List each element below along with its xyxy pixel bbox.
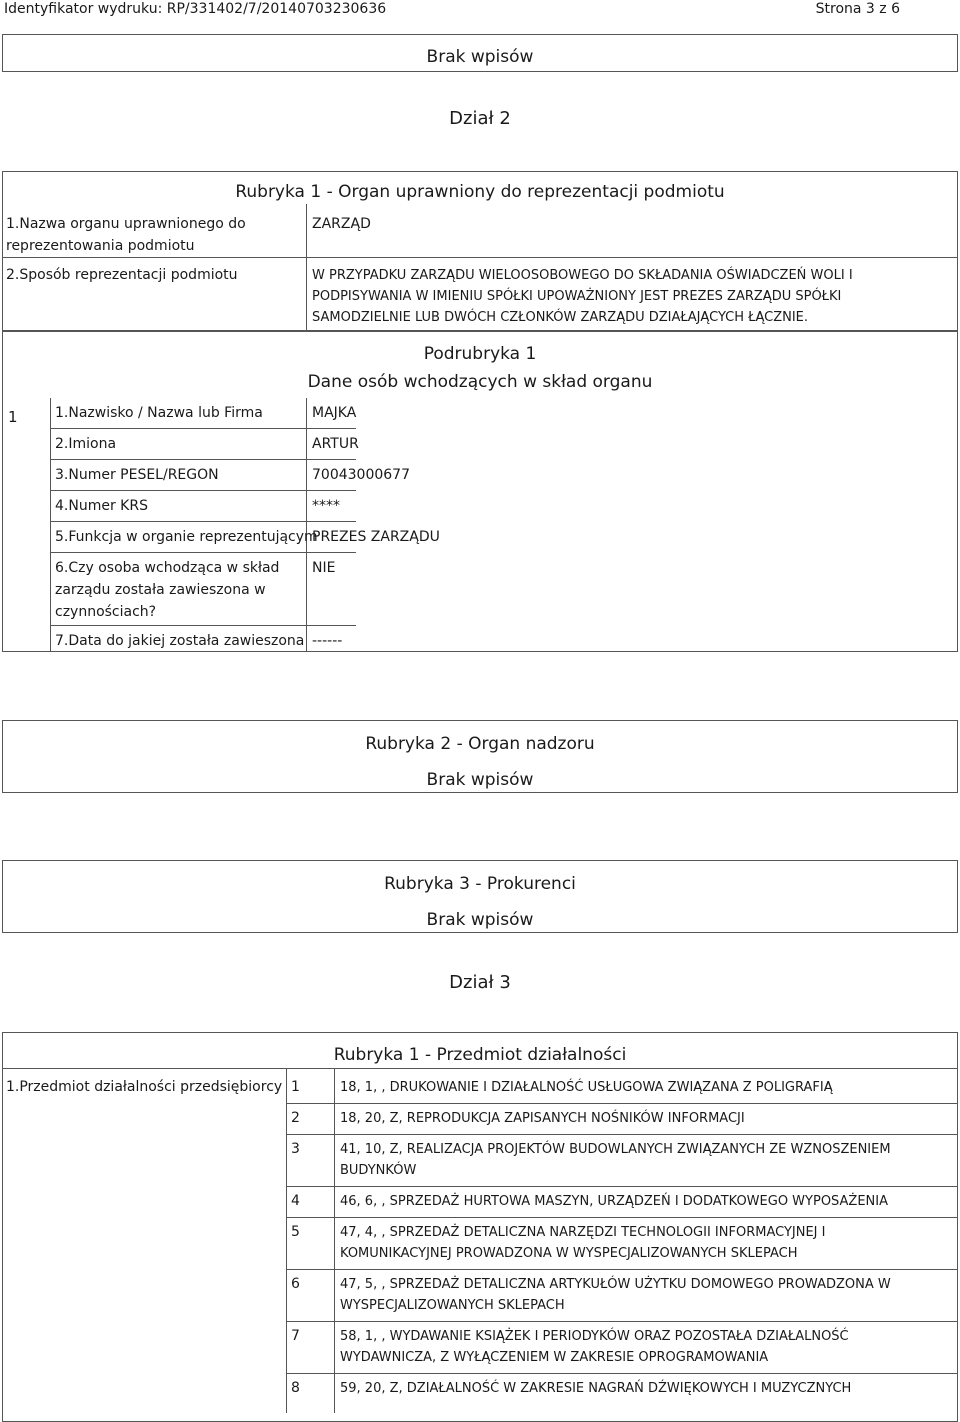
index-column-divider bbox=[50, 398, 51, 652]
row-divider bbox=[286, 1103, 958, 1104]
activity-number: 2 bbox=[291, 1110, 300, 1126]
row-divider bbox=[286, 1186, 958, 1187]
person-row-label: 6.Czy osoba wchodząca w skład zarządu została zawieszona w czynnościach? bbox=[55, 560, 280, 620]
activity-text: 41, 10, Z, REALIZACJA PROJEKTÓW BUDOWLANYCH ZWIĄZANYCH ZE WZNOSZENIEM BUDYNKÓW bbox=[340, 1142, 891, 1178]
column-divider bbox=[306, 204, 307, 331]
activity-text: 58, 1, , WYDAWANIE KSIĄŻEK I PERIODYKÓW ORAZ POZOSTAŁA DZIAŁALNOŚĆ WYDAWNICZA, Z WYŁĄCZENIEM W ZAKRESIE OPROGRAMOWANIA bbox=[340, 1329, 849, 1365]
person-row-value: NIE bbox=[312, 560, 336, 576]
row-divider bbox=[50, 428, 356, 429]
row-divider bbox=[2, 1068, 958, 1069]
activity-text: 47, 5, , SPRZEDAŻ DETALICZNA ARTYKUŁÓW UŻYTKU DOMOWEGO PROWADZONA W WYSPECJALIZOWANYCH SKLEPACH bbox=[340, 1277, 891, 1313]
person-row-value: 70043000677 bbox=[312, 467, 410, 483]
empty-entries-label: Brak wpisów bbox=[426, 47, 534, 67]
person-row-value: **** bbox=[312, 498, 340, 514]
rubryka-3-title: Rubryka 3 - Prokurenci bbox=[384, 874, 576, 894]
person-row-value: PREZES ZARZĄDU bbox=[312, 529, 440, 545]
activity-number: 1 bbox=[291, 1079, 300, 1095]
przedmiot-label: 1.Przedmiot działalności przedsiębiorcy bbox=[6, 1079, 283, 1095]
top-empty-box bbox=[2, 34, 958, 72]
row-divider bbox=[50, 625, 356, 626]
value-column-divider bbox=[306, 398, 307, 652]
person-row-label: 7.Data do jakiej została zawieszona bbox=[55, 633, 305, 649]
row-divider bbox=[286, 1217, 958, 1218]
podrubryka-subtitle: Dane osób wchodzących w skład organu bbox=[307, 372, 653, 392]
row-divider bbox=[2, 257, 958, 258]
rubryka-3-prokurenci bbox=[2, 860, 958, 933]
page-number: Strona 3 z 6 bbox=[815, 1, 900, 17]
rubryka-2-empty: Brak wpisów bbox=[426, 770, 534, 790]
row-divider bbox=[286, 1373, 958, 1374]
field-value-organ-name: ZARZĄD bbox=[312, 216, 371, 232]
print-header bbox=[0, 0, 960, 20]
person-row-label: 4.Numer KRS bbox=[55, 498, 148, 514]
row-divider bbox=[50, 521, 356, 522]
row-divider bbox=[286, 1321, 958, 1322]
column-divider bbox=[286, 1068, 287, 1413]
rubryka-1-title: Rubryka 1 - Organ uprawniony do reprezentacji podmiotu bbox=[235, 182, 725, 202]
field-label-representation: 2.Sposób reprezentacji podmiotu bbox=[6, 267, 238, 283]
podrubryka-title: Podrubryka 1 bbox=[423, 344, 537, 364]
activity-text: 46, 6, , SPRZEDAŻ HURTOWA MASZYN, URZĄDZEŃ I DODATKOWEGO WYPOSAŻENIA bbox=[340, 1194, 889, 1209]
person-row-value: ARTUR bbox=[312, 436, 359, 452]
row-divider bbox=[50, 459, 356, 460]
field-value-representation: W PRZYPADKU ZARZĄDU WIELOOSOBOWEGO DO SKŁADANIA OŚWIADCZEŃ WOLI I PODPISYWANIA W IMIENIU SPÓŁKI UPOWAŻNIONY JEST PREZES ZARZĄDU SPÓŁKI SAMODZIELNIE LUB DWÓCH CZŁONKÓW ZARZĄDU DZIAŁAJĄCYCH ŁĄCZNIE. bbox=[312, 268, 853, 325]
person-index: 1 bbox=[8, 408, 18, 426]
activity-number: 8 bbox=[291, 1380, 300, 1396]
activity-text: 59, 20, Z, DZIAŁALNOŚĆ W ZAKRESIE NAGRAŃ DŹWIĘKOWYCH I MUZYCZNYCH bbox=[340, 1381, 852, 1396]
person-row-label: 3.Numer PESEL/REGON bbox=[55, 467, 219, 483]
person-row-value: MAJKA bbox=[312, 405, 357, 421]
row-divider bbox=[50, 552, 356, 553]
row-divider bbox=[286, 1269, 958, 1270]
section-title-dzial-2: Dział 2 bbox=[449, 108, 511, 129]
activity-number: 6 bbox=[291, 1276, 300, 1292]
print-identifier: Identyfikator wydruku: RP/331402/7/20140703230636 bbox=[4, 1, 387, 17]
column-divider bbox=[334, 1068, 335, 1413]
activity-number: 4 bbox=[291, 1193, 300, 1209]
rubryka-3-empty: Brak wpisów bbox=[426, 910, 534, 930]
person-row-label: 1.Nazwisko / Nazwa lub Firma bbox=[55, 405, 263, 421]
person-row-label: 2.Imiona bbox=[55, 436, 117, 452]
rubryka-2-title: Rubryka 2 - Organ nadzoru bbox=[365, 734, 595, 754]
activity-number: 3 bbox=[291, 1141, 300, 1157]
row-divider bbox=[286, 1134, 958, 1135]
field-label-organ-name: 1.Nazwa organu uprawnionego do reprezentowania podmiotu bbox=[6, 216, 246, 254]
activity-text: 47, 4, , SPRZEDAŻ DETALICZNA NARZĘDZI TECHNOLOGII INFORMACYJNEJ I KOMUNIKACYJNEJ PROWADZONA W WYSPECJALIZOWANYCH SKLEPACH bbox=[340, 1225, 826, 1261]
row-divider bbox=[50, 490, 356, 491]
section-title-dzial-3: Dział 3 bbox=[449, 972, 511, 993]
activity-number: 7 bbox=[291, 1328, 300, 1344]
activity-number: 5 bbox=[291, 1224, 300, 1240]
activity-text: 18, 20, Z, REPRODUKCJA ZAPISANYCH NOŚNIKÓW INFORMACJI bbox=[340, 1111, 745, 1126]
activity-text: 18, 1, , DRUKOWANIE I DZIAŁALNOŚĆ USŁUGOWA ZWIĄZANA Z POLIGRAFIĄ bbox=[340, 1080, 833, 1095]
person-row-value: ------ bbox=[312, 633, 343, 649]
rubryka-2-organ-nadzoru bbox=[2, 720, 958, 793]
przedmiot-title: Rubryka 1 - Przedmiot działalności bbox=[333, 1045, 627, 1065]
person-row-label: 5.Funkcja w organie reprezentującym bbox=[55, 529, 318, 545]
